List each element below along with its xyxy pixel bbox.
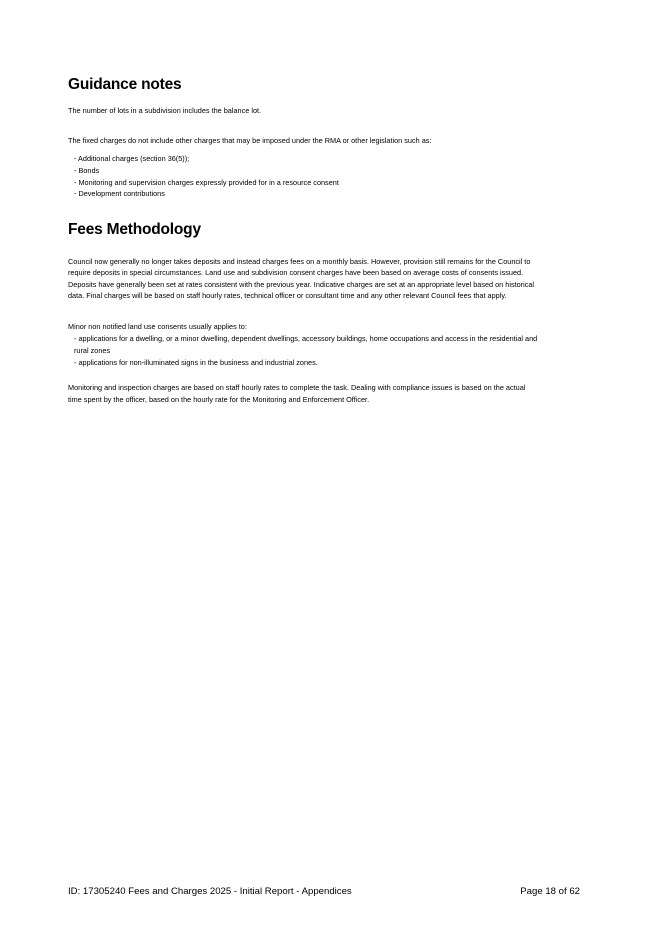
methodology-paragraph-1-line: require deposits in special circumstances. Land use and subdivision consent charges have been based on average costs of consents issued. xyxy=(68,268,524,277)
methodology-paragraph-1-line: Deposits have generally been set at rates consistent with the previous year. Indicative charges are set at an appropriate level based on historical xyxy=(68,280,535,289)
guidance-list-item: - Monitoring and supervision charges expressly provided for in a resource consent xyxy=(74,178,339,187)
methodology-list-item-continuation: rural zones xyxy=(74,346,111,355)
methodology-paragraph-2: Minor non notified land use consents usually applies to: xyxy=(68,322,247,331)
methodology-list-item: - applications for non-illuminated signs in the business and industrial zones. xyxy=(74,358,318,367)
methodology-paragraph-3-line: Monitoring and inspection charges are based on staff hourly rates to complete the task. Dealing with compliance issues is based on the actual xyxy=(68,383,526,392)
methodology-paragraph-1-line: Council now generally no longer takes deposits and instead charges fees on a monthly basis. However, provision still remains for the Council to xyxy=(68,257,531,266)
methodology-paragraph-1-line: data. Final charges will be based on staff hourly rates, technical officer or consultant time and any other relevant Council fees that apply. xyxy=(68,291,507,300)
guidance-list-item: - Development contributions xyxy=(74,189,165,198)
methodology-paragraph-3-line: time spent by the officer, based on the hourly rate for the Monitoring and Enforcement Officer. xyxy=(68,395,370,404)
guidance-paragraph-1: The number of lots in a subdivision includes the balance lot. xyxy=(68,106,262,115)
guidance-notes-heading: Guidance notes xyxy=(68,76,182,93)
fees-methodology-heading: Fees Methodology xyxy=(68,221,201,238)
guidance-list-item: - Bonds xyxy=(74,166,100,175)
guidance-paragraph-2: The fixed charges do not include other charges that may be imposed under the RMA or other legislation such as: xyxy=(68,136,432,145)
footer-document-id: ID: 17305240 Fees and Charges 2025 - Initial Report - Appendices xyxy=(68,886,352,897)
methodology-list-item: - applications for a dwelling, or a minor dwelling, dependent dwellings, accessory buildings, home occupations and access in the residential and xyxy=(74,334,538,343)
footer-page-number: Page 18 of 62 xyxy=(520,886,580,897)
guidance-list-item: - Additional charges (section 36(5)); xyxy=(74,154,190,163)
